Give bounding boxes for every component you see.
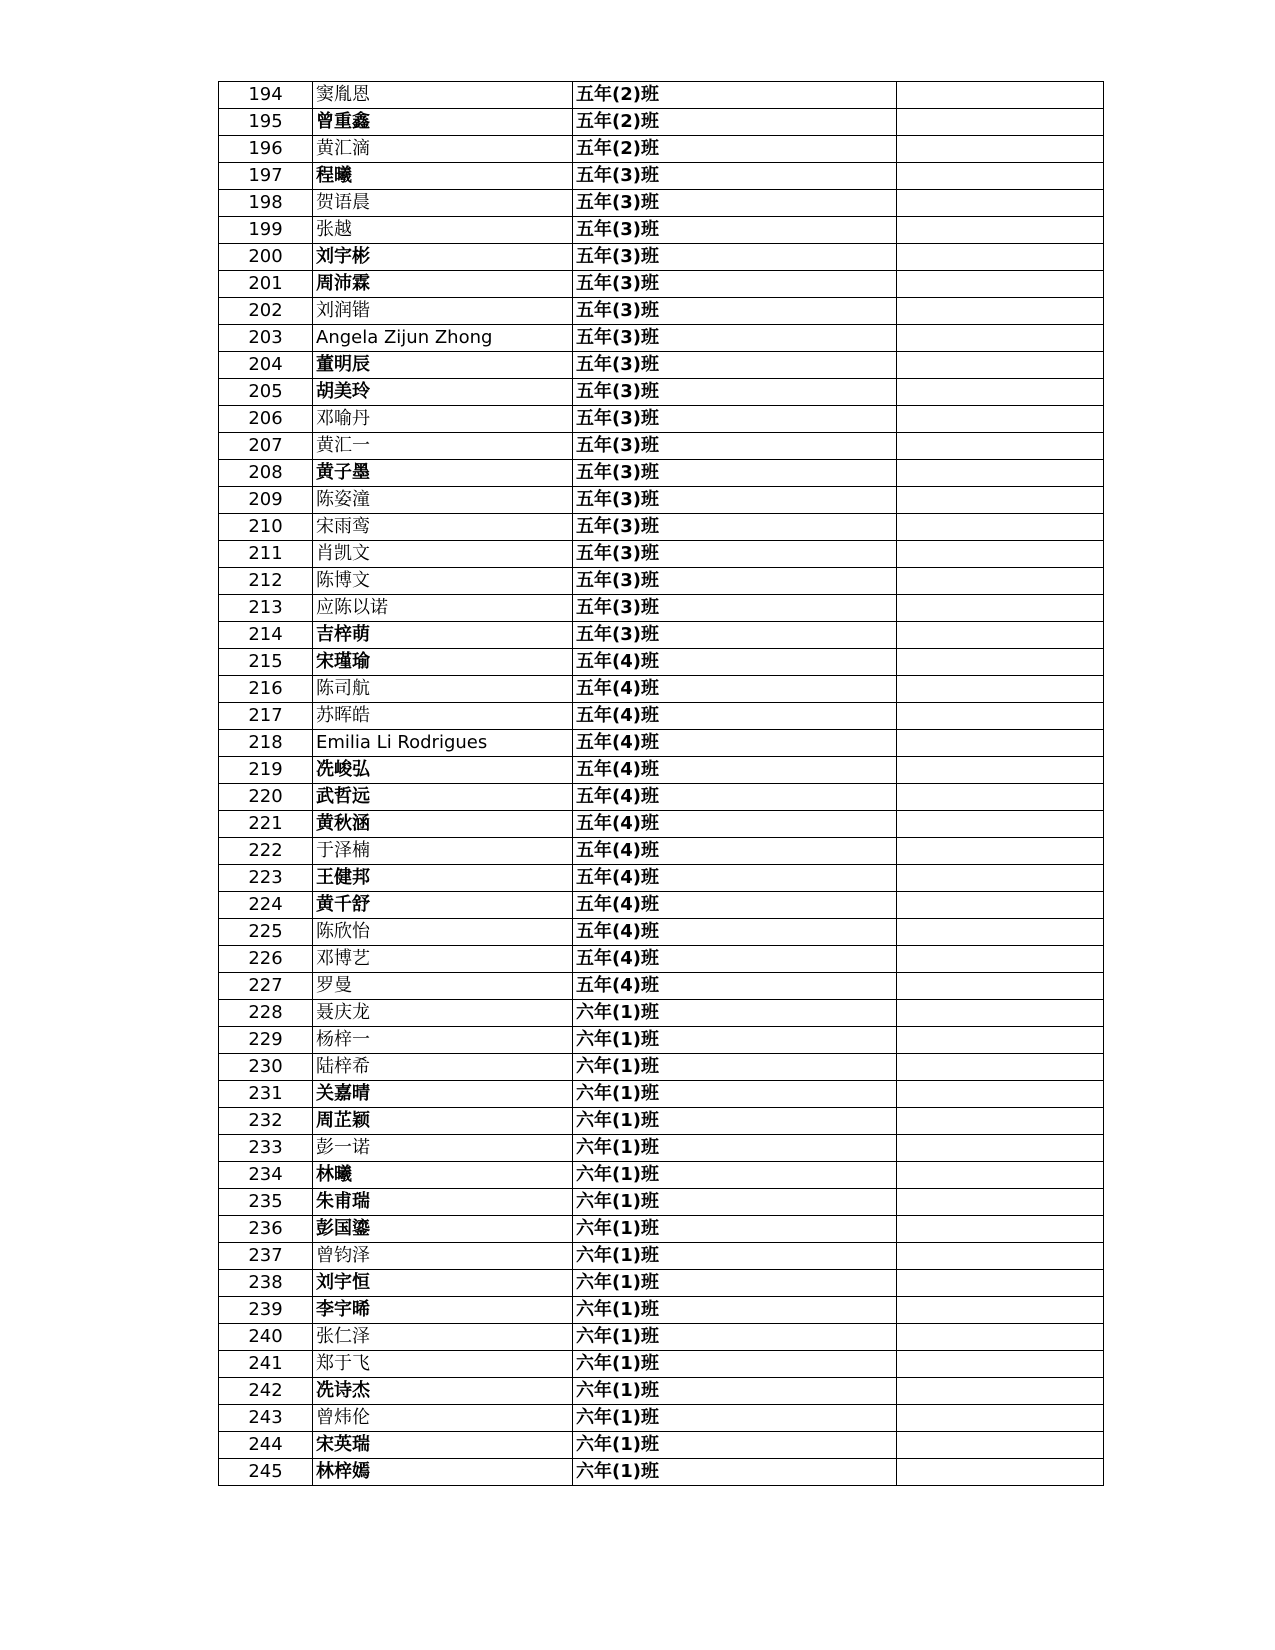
row-number-cell: 231 (219, 1081, 313, 1108)
student-name-cell: 董明辰 (313, 352, 573, 379)
table-row (219, 271, 1104, 298)
student-name-cell: 关嘉晴 (313, 1081, 573, 1108)
student-name-cell: 彭一诺 (313, 1135, 573, 1162)
table-row (219, 190, 1104, 217)
class-cell: 五年(3)班 (573, 460, 897, 487)
class-cell: 六年(1)班 (573, 1054, 897, 1081)
row-number-cell: 224 (219, 892, 313, 919)
class-cell: 五年(3)班 (573, 325, 897, 352)
empty-cell (897, 487, 1104, 514)
row-number-cell: 232 (219, 1108, 313, 1135)
table-row (219, 1162, 1104, 1189)
student-table-body (219, 82, 1104, 1486)
table-row (219, 325, 1104, 352)
student-name-cell: 程曦 (313, 163, 573, 190)
empty-cell (897, 1189, 1104, 1216)
row-number-cell: 221 (219, 811, 313, 838)
row-number-cell: 220 (219, 784, 313, 811)
empty-cell (897, 460, 1104, 487)
empty-cell (897, 919, 1104, 946)
student-name-cell: 应陈以诺 (313, 595, 573, 622)
empty-cell (897, 649, 1104, 676)
class-cell: 六年(1)班 (573, 1459, 897, 1486)
student-name-cell: 林曦 (313, 1162, 573, 1189)
student-name-cell: 周沛霖 (313, 271, 573, 298)
empty-cell (897, 1054, 1104, 1081)
empty-cell (897, 946, 1104, 973)
empty-cell (897, 1351, 1104, 1378)
empty-cell (897, 595, 1104, 622)
empty-cell (897, 892, 1104, 919)
class-cell: 五年(4)班 (573, 865, 897, 892)
row-number-cell: 212 (219, 568, 313, 595)
class-cell: 六年(1)班 (573, 1324, 897, 1351)
class-cell: 五年(4)班 (573, 811, 897, 838)
empty-cell (897, 568, 1104, 595)
empty-cell (897, 1324, 1104, 1351)
table-row (219, 352, 1104, 379)
row-number-cell: 198 (219, 190, 313, 217)
class-cell: 五年(3)班 (573, 568, 897, 595)
class-cell: 六年(1)班 (573, 1243, 897, 1270)
empty-cell (897, 298, 1104, 325)
class-cell: 五年(3)班 (573, 271, 897, 298)
empty-cell (897, 1216, 1104, 1243)
class-cell: 五年(4)班 (573, 649, 897, 676)
empty-cell (897, 379, 1104, 406)
table-row (219, 946, 1104, 973)
table-row (219, 649, 1104, 676)
class-cell: 五年(4)班 (573, 703, 897, 730)
empty-cell (897, 1270, 1104, 1297)
empty-cell (897, 622, 1104, 649)
empty-cell (897, 1081, 1104, 1108)
class-cell: 五年(2)班 (573, 136, 897, 163)
class-cell: 五年(3)班 (573, 622, 897, 649)
student-name-cell: 宋瑾瑜 (313, 649, 573, 676)
empty-cell (897, 1000, 1104, 1027)
empty-cell (897, 1405, 1104, 1432)
table-row (219, 1216, 1104, 1243)
class-cell: 五年(3)班 (573, 379, 897, 406)
table-row (219, 784, 1104, 811)
empty-cell (897, 973, 1104, 1000)
student-table (218, 81, 1104, 1486)
table-row (219, 1297, 1104, 1324)
student-name-cell: 朱甫瑞 (313, 1189, 573, 1216)
student-name-cell: 冼峻弘 (313, 757, 573, 784)
class-cell: 六年(1)班 (573, 1189, 897, 1216)
student-name-cell: 刘宇彬 (313, 244, 573, 271)
table-row (219, 514, 1104, 541)
student-name-cell: 宋英瑞 (313, 1432, 573, 1459)
table-row (219, 1432, 1104, 1459)
student-name-cell: 黄汇滴 (313, 136, 573, 163)
row-number-cell: 215 (219, 649, 313, 676)
row-number-cell: 245 (219, 1459, 313, 1486)
row-number-cell: 226 (219, 946, 313, 973)
table-row (219, 757, 1104, 784)
class-cell: 六年(1)班 (573, 1135, 897, 1162)
row-number-cell: 239 (219, 1297, 313, 1324)
row-number-cell: 242 (219, 1378, 313, 1405)
table-row (219, 622, 1104, 649)
student-name-cell: 林梓嫣 (313, 1459, 573, 1486)
row-number-cell: 199 (219, 217, 313, 244)
row-number-cell: 238 (219, 1270, 313, 1297)
row-number-cell: 244 (219, 1432, 313, 1459)
row-number-cell: 202 (219, 298, 313, 325)
row-number-cell: 243 (219, 1405, 313, 1432)
student-name-cell: 苏晖皓 (313, 703, 573, 730)
empty-cell (897, 136, 1104, 163)
class-cell: 五年(4)班 (573, 892, 897, 919)
row-number-cell: 214 (219, 622, 313, 649)
class-cell: 五年(4)班 (573, 919, 897, 946)
empty-cell (897, 1432, 1104, 1459)
class-cell: 五年(4)班 (573, 946, 897, 973)
class-cell: 五年(3)班 (573, 541, 897, 568)
table-row (219, 460, 1104, 487)
class-cell: 五年(4)班 (573, 973, 897, 1000)
student-name-cell: 胡美玲 (313, 379, 573, 406)
class-cell: 六年(1)班 (573, 1378, 897, 1405)
empty-cell (897, 406, 1104, 433)
class-cell: 五年(4)班 (573, 784, 897, 811)
student-name-cell: 周芷颖 (313, 1108, 573, 1135)
class-cell: 五年(4)班 (573, 757, 897, 784)
row-number-cell: 211 (219, 541, 313, 568)
student-name-cell: 陈司航 (313, 676, 573, 703)
row-number-cell: 201 (219, 271, 313, 298)
student-name-cell: 陈姿潼 (313, 487, 573, 514)
student-name-cell: 刘润锴 (313, 298, 573, 325)
table-row (219, 1000, 1104, 1027)
empty-cell (897, 865, 1104, 892)
student-name-cell: 张仁泽 (313, 1324, 573, 1351)
row-number-cell: 234 (219, 1162, 313, 1189)
empty-cell (897, 811, 1104, 838)
table-row (219, 1378, 1104, 1405)
class-cell: 六年(1)班 (573, 1162, 897, 1189)
empty-cell (897, 1378, 1104, 1405)
row-number-cell: 227 (219, 973, 313, 1000)
row-number-cell: 196 (219, 136, 313, 163)
table-row (219, 136, 1104, 163)
class-cell: 六年(1)班 (573, 1216, 897, 1243)
row-number-cell: 205 (219, 379, 313, 406)
row-number-cell: 206 (219, 406, 313, 433)
class-cell: 五年(3)班 (573, 298, 897, 325)
student-name-cell: 陈博文 (313, 568, 573, 595)
row-number-cell: 213 (219, 595, 313, 622)
empty-cell (897, 82, 1104, 109)
row-number-cell: 200 (219, 244, 313, 271)
student-name-cell: 于泽楠 (313, 838, 573, 865)
student-name-cell: Angela Zijun Zhong (313, 325, 573, 352)
row-number-cell: 237 (219, 1243, 313, 1270)
class-cell: 五年(3)班 (573, 352, 897, 379)
table-row (219, 82, 1104, 109)
table-row (219, 1459, 1104, 1486)
row-number-cell: 233 (219, 1135, 313, 1162)
table-row (219, 973, 1104, 1000)
empty-cell (897, 541, 1104, 568)
table-row (219, 487, 1104, 514)
class-cell: 五年(4)班 (573, 676, 897, 703)
table-row (219, 217, 1104, 244)
row-number-cell: 216 (219, 676, 313, 703)
empty-cell (897, 1135, 1104, 1162)
student-name-cell: 李宇晞 (313, 1297, 573, 1324)
empty-cell (897, 1162, 1104, 1189)
empty-cell (897, 757, 1104, 784)
table-row (219, 730, 1104, 757)
student-name-cell: 武哲远 (313, 784, 573, 811)
class-cell: 六年(1)班 (573, 1000, 897, 1027)
row-number-cell: 241 (219, 1351, 313, 1378)
class-cell: 五年(3)班 (573, 514, 897, 541)
row-number-cell: 222 (219, 838, 313, 865)
row-number-cell: 218 (219, 730, 313, 757)
empty-cell (897, 1297, 1104, 1324)
student-name-cell: Emilia Li Rodrigues (313, 730, 573, 757)
class-cell: 六年(1)班 (573, 1027, 897, 1054)
empty-cell (897, 703, 1104, 730)
table-row (219, 892, 1104, 919)
row-number-cell: 203 (219, 325, 313, 352)
row-number-cell: 240 (219, 1324, 313, 1351)
table-row (219, 1324, 1104, 1351)
table-row (219, 1054, 1104, 1081)
row-number-cell: 229 (219, 1027, 313, 1054)
table-row (219, 406, 1104, 433)
empty-cell (897, 730, 1104, 757)
student-name-cell: 窦胤恩 (313, 82, 573, 109)
row-number-cell: 236 (219, 1216, 313, 1243)
empty-cell (897, 1459, 1104, 1486)
table-row (219, 163, 1104, 190)
empty-cell (897, 217, 1104, 244)
student-name-cell: 陆梓希 (313, 1054, 573, 1081)
empty-cell (897, 433, 1104, 460)
student-name-cell: 王健邦 (313, 865, 573, 892)
student-name-cell: 曾炜伦 (313, 1405, 573, 1432)
table-row (219, 676, 1104, 703)
table-row (219, 865, 1104, 892)
class-cell: 六年(1)班 (573, 1405, 897, 1432)
table-row (219, 919, 1104, 946)
student-name-cell: 刘宇恒 (313, 1270, 573, 1297)
student-name-cell: 曾重鑫 (313, 109, 573, 136)
class-cell: 五年(4)班 (573, 730, 897, 757)
student-name-cell: 陈欣怡 (313, 919, 573, 946)
student-name-cell: 杨梓一 (313, 1027, 573, 1054)
student-name-cell: 黄秋涵 (313, 811, 573, 838)
table-row (219, 1243, 1104, 1270)
table-row (219, 109, 1104, 136)
class-cell: 六年(1)班 (573, 1351, 897, 1378)
row-number-cell: 209 (219, 487, 313, 514)
student-name-cell: 肖凯文 (313, 541, 573, 568)
table-row (219, 541, 1104, 568)
table-row (219, 1189, 1104, 1216)
table-row (219, 595, 1104, 622)
class-cell: 六年(1)班 (573, 1081, 897, 1108)
table-row (219, 433, 1104, 460)
empty-cell (897, 325, 1104, 352)
row-number-cell: 208 (219, 460, 313, 487)
table-row (219, 1027, 1104, 1054)
student-name-cell: 曾钧泽 (313, 1243, 573, 1270)
row-number-cell: 204 (219, 352, 313, 379)
table-row (219, 1081, 1104, 1108)
empty-cell (897, 514, 1104, 541)
student-name-cell: 邓博艺 (313, 946, 573, 973)
table-row (219, 1405, 1104, 1432)
class-cell: 六年(1)班 (573, 1270, 897, 1297)
student-name-cell: 黄千舒 (313, 892, 573, 919)
class-cell: 五年(3)班 (573, 190, 897, 217)
empty-cell (897, 190, 1104, 217)
empty-cell (897, 352, 1104, 379)
student-name-cell: 冼诗杰 (313, 1378, 573, 1405)
table-row (219, 1108, 1104, 1135)
empty-cell (897, 109, 1104, 136)
empty-cell (897, 244, 1104, 271)
table-row (219, 703, 1104, 730)
empty-cell (897, 163, 1104, 190)
class-cell: 五年(3)班 (573, 244, 897, 271)
empty-cell (897, 1243, 1104, 1270)
class-cell: 五年(3)班 (573, 595, 897, 622)
row-number-cell: 235 (219, 1189, 313, 1216)
empty-cell (897, 271, 1104, 298)
table-row (219, 379, 1104, 406)
student-name-cell: 宋雨鸾 (313, 514, 573, 541)
student-name-cell: 贺语晨 (313, 190, 573, 217)
row-number-cell: 219 (219, 757, 313, 784)
class-cell: 六年(1)班 (573, 1432, 897, 1459)
table-row (219, 298, 1104, 325)
table-row (219, 1351, 1104, 1378)
empty-cell (897, 676, 1104, 703)
row-number-cell: 217 (219, 703, 313, 730)
student-name-cell: 黄汇一 (313, 433, 573, 460)
student-name-cell: 邓喻丹 (313, 406, 573, 433)
class-cell: 五年(3)班 (573, 433, 897, 460)
student-name-cell: 罗曼 (313, 973, 573, 1000)
table-row (219, 1270, 1104, 1297)
empty-cell (897, 1108, 1104, 1135)
table-row (219, 838, 1104, 865)
row-number-cell: 195 (219, 109, 313, 136)
student-name-cell: 黄子墨 (313, 460, 573, 487)
class-cell: 六年(1)班 (573, 1297, 897, 1324)
row-number-cell: 210 (219, 514, 313, 541)
row-number-cell: 207 (219, 433, 313, 460)
table-row (219, 811, 1104, 838)
table-row (219, 244, 1104, 271)
table-row (219, 1135, 1104, 1162)
row-number-cell: 197 (219, 163, 313, 190)
row-number-cell: 228 (219, 1000, 313, 1027)
class-cell: 五年(4)班 (573, 838, 897, 865)
class-cell: 五年(2)班 (573, 109, 897, 136)
empty-cell (897, 1027, 1104, 1054)
row-number-cell: 225 (219, 919, 313, 946)
class-cell: 五年(3)班 (573, 217, 897, 244)
student-name-cell: 郑于飞 (313, 1351, 573, 1378)
row-number-cell: 230 (219, 1054, 313, 1081)
class-cell: 五年(3)班 (573, 163, 897, 190)
student-name-cell: 吉梓萌 (313, 622, 573, 649)
student-name-cell: 彭国鎏 (313, 1216, 573, 1243)
class-cell: 五年(3)班 (573, 487, 897, 514)
class-cell: 六年(1)班 (573, 1108, 897, 1135)
empty-cell (897, 838, 1104, 865)
class-cell: 五年(2)班 (573, 82, 897, 109)
empty-cell (897, 784, 1104, 811)
student-name-cell: 聂庆龙 (313, 1000, 573, 1027)
row-number-cell: 223 (219, 865, 313, 892)
class-cell: 五年(3)班 (573, 406, 897, 433)
table-row (219, 568, 1104, 595)
student-name-cell: 张越 (313, 217, 573, 244)
row-number-cell: 194 (219, 82, 313, 109)
